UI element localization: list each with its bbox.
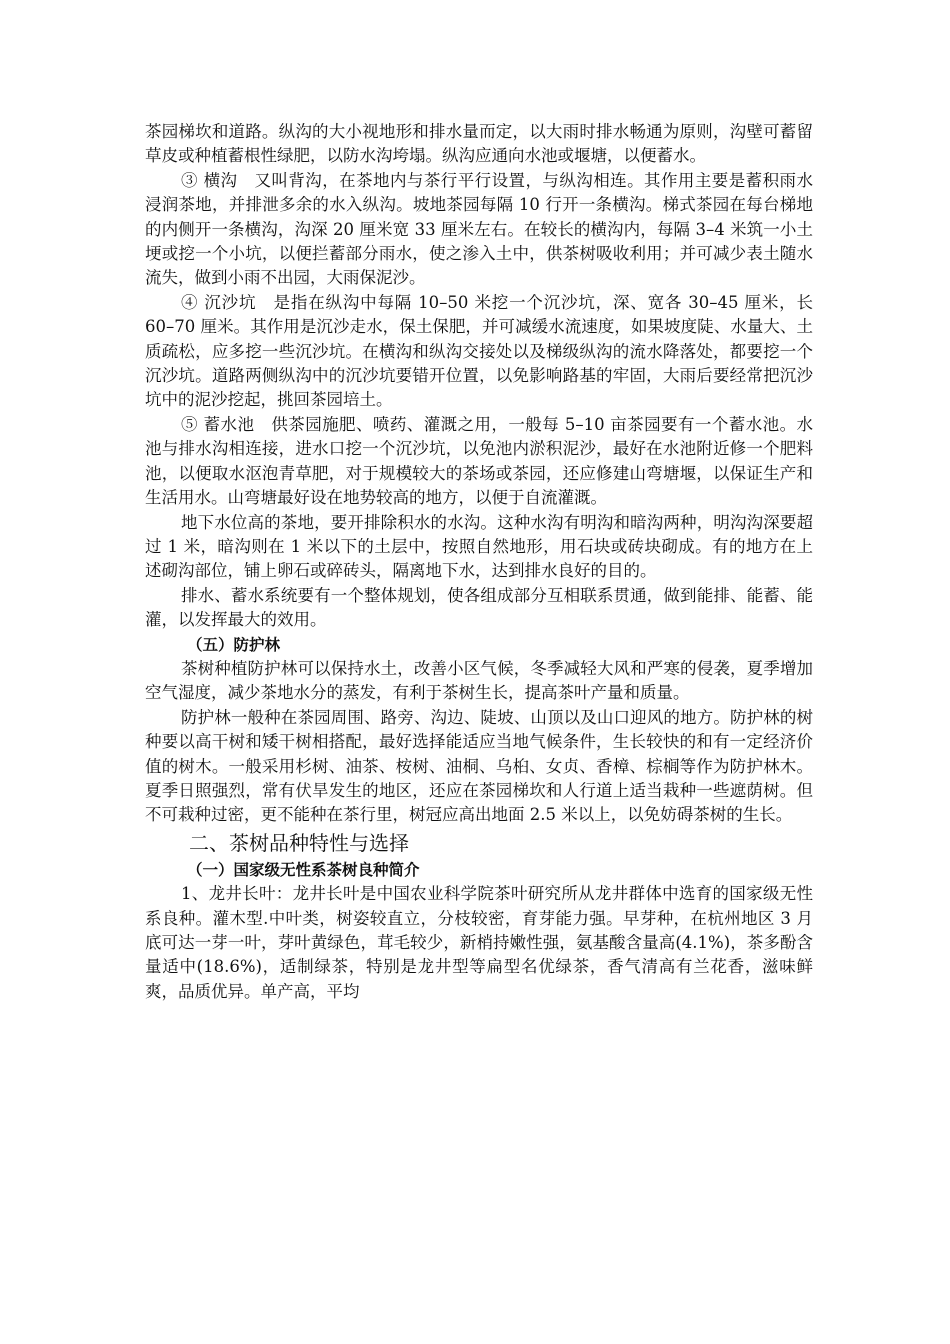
paragraph-sediment-pit: ④ 沉沙坑 是指在纵沟中每隔 10–50 米挖一个沉沙坑，深、宽各 30–45 厘米，长 60–70 厘米。其作用是沉沙走水，保土保肥，并可减缓水流速度，如果坡度陡、水量大、土质疏松，应多挖一些沉沙坑。在横沟和纵沟交接处以及梯级纵沟的流水降落处，都要挖一个沉沙坑。道路两侧纵沟中的沉沙坑要错开位置，以免影响路基的牢固，大雨后要经常把沉沙坑中的泥沙挖起，挑回茶园培土。 [145, 292, 813, 410]
paragraph-groundwater: 地下水位高的茶地，要开排除积水的水沟。这种水沟有明沟和暗沟两种，明沟沟深要超过 1 米，暗沟则在 1 米以下的土层中，按照自然地形，用石块或砖块砌成。有的地方在上述砌沟部位，铺上卵石或碎砖头，隔离地下水，达到排水良好的目的。 [145, 512, 813, 581]
paragraph-longitudinal-ditch: 茶园梯坎和道路。纵沟的大小视地形和排水量而定，以大雨时排水畅通为原则，沟壁可蓄留草皮或种植蓄根性绿肥，以防水沟垮塌。纵沟应通向水池或堰塘，以便蓄水。 [145, 122, 813, 166]
heading-shelter-forest: （五）防护林 [187, 635, 281, 654]
paragraph-forest-planting: 防护林一般种在茶园周围、路旁、沟边、陡坡、山顶以及山口迎风的地方。防护林的树种要以高干树和矮干树相搭配，最好选择能适应当地气候条件，生长较快的和有一定经济价值的树木。一般采用杉树、油茶、桉树、油桐、乌桕、女贞、香樟、棕榈等作为防护林木。夏季日照强烈，常有伏旱发生的地区，还应在茶园梯坎和人行道上适当栽种一些遮荫树。但不可栽种过密，更不能种在茶行里，树冠应高出地面 2.5 米以上，以免妨碍茶树的生长。 [145, 707, 813, 825]
paragraph-reservoir: ⑤ 蓄水池 供茶园施肥、喷药、灌溉之用，一般每 5–10 亩茶园要有一个蓄水池。水池与排水沟相连接，进水口挖一个沉沙坑，以免池内淤积泥沙，最好在水池附近修一个肥料池，以便取水沤泡青草肥，对于规模较大的茶场或茶园，还应修建山弯塘堰，以保证生产和生活用水。山弯塘最好设在地势较高的地方，以便于自流灌溉。 [145, 414, 813, 508]
document-page [145, 120, 813, 1004]
paragraph-horizontal-ditch: ③ 横沟 又叫背沟，在茶地内与茶行平行设置，与纵沟相连。其作用主要是蓄积雨水浸润茶地，并排泄多余的水入纵沟。坡地茶园每隔 10 行开一条横沟。梯式茶园在每台梯地的内侧开一条横沟，沟深 20 厘米宽 33 厘米左右。在较长的横沟内，每隔 3–4 米筑一小土埂或挖一个小坑，以便拦蓄部分雨水，使之渗入土中，供茶树吸收利用；并可减少表土随水流失，做到小雨不出园，大雨保泥沙。 [145, 170, 813, 288]
heading-national-varieties: （一）国家级无性系茶树良种简介 [187, 860, 420, 879]
paragraph-drainage-plan: 排水、蓄水系统要有一个整体规划，使各组成部分互相联系贯通，做到能排、能蓄、能灌，以发挥最大的效用。 [145, 585, 813, 630]
paragraph-longjing-changye: 1、龙井长叶：龙井长叶是中国农业科学院茶叶研究所从龙井群体中选育的国家级无性系良种。灌木型.中叶类，树姿较直立，分枝较密，育芽能力强。早芽种，在杭州地区 3 月底可达一芽一叶，芽叶黄绿色，茸毛较少，新梢持嫩性强，氨基酸含量高(4.1%)，茶多酚含量适中(18.6%)，适制绿茶，特别是龙井型等扁型名优绿茶，香气清高有兰花香，滋味鲜爽，品质优异。单产高，平均 [145, 884, 813, 1001]
section-title: 二、茶树品种特性与选择 [189, 830, 409, 855]
paragraph-forest-benefits: 茶树种植防护林可以保持水土，改善小区气候，冬季减轻大风和严寒的侵袭，夏季增加空气湿度，减少茶地水分的蒸发，有利于茶树生长，提高茶叶产量和质量。 [145, 658, 813, 703]
